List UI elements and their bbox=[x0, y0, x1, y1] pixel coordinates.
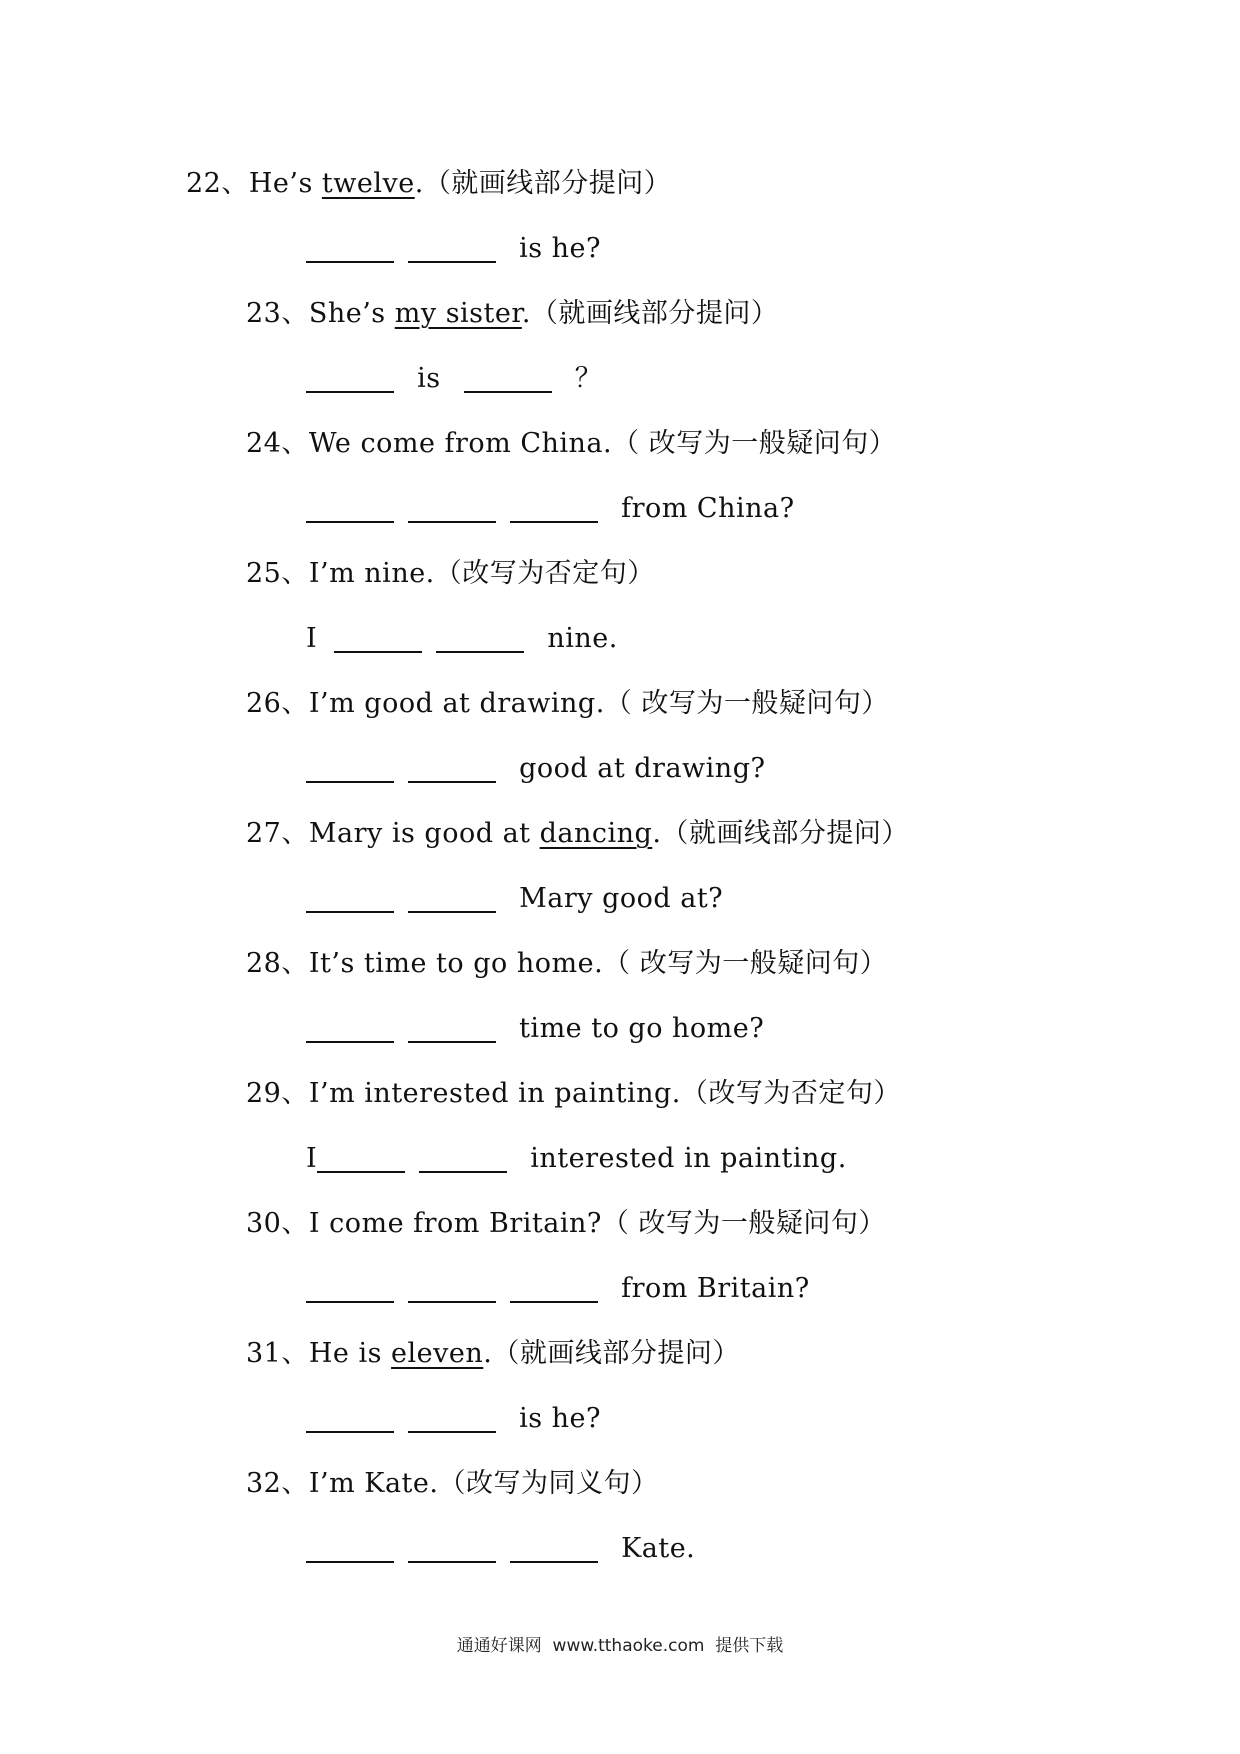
question-30: 30、I come from Britain?（ 改写为一般疑问句） bbox=[246, 1208, 886, 1239]
page-footer: 通通好课网 www.tthaoke.com 提供下载 bbox=[456, 1636, 784, 1656]
answer-28: time to go home? bbox=[306, 1013, 764, 1045]
answer-30: from Britain? bbox=[306, 1273, 810, 1305]
answer-blank[interactable] bbox=[408, 755, 496, 783]
answer-blank[interactable] bbox=[408, 885, 496, 913]
answer-blank[interactable] bbox=[306, 885, 394, 913]
answer-blank[interactable] bbox=[317, 1145, 405, 1173]
question-32: 32、I’m Kate.（改写为同义句） bbox=[246, 1468, 659, 1499]
answer-blank[interactable] bbox=[408, 1015, 496, 1043]
answer-29: I interested in painting. bbox=[306, 1143, 847, 1174]
answer-blank[interactable] bbox=[510, 1535, 598, 1563]
answer-blank[interactable] bbox=[306, 1275, 394, 1303]
answer-blank[interactable] bbox=[408, 235, 496, 263]
answer-blank[interactable] bbox=[334, 625, 422, 653]
question-22: 22、He’s twelve.（就画线部分提问） bbox=[186, 168, 672, 199]
answer-blank[interactable] bbox=[306, 1535, 394, 1563]
answer-blank[interactable] bbox=[306, 235, 394, 263]
answer-blank[interactable] bbox=[306, 365, 394, 393]
underlined-part: eleven bbox=[391, 1338, 484, 1369]
answer-blank[interactable] bbox=[306, 755, 394, 783]
question-29: 29、I’m interested in painting.（改写为否定句） bbox=[246, 1078, 901, 1109]
underlined-part: twelve bbox=[321, 168, 415, 199]
question-27: 27、Mary is good at dancing.（就画线部分提问） bbox=[246, 818, 909, 849]
answer-blank[interactable] bbox=[306, 1405, 394, 1433]
question-25: 25、I’m nine.（改写为否定句） bbox=[246, 558, 655, 589]
answer-24: from China? bbox=[306, 493, 795, 525]
answer-27: Mary good at? bbox=[306, 883, 723, 915]
underlined-part: my sister bbox=[394, 298, 522, 329]
answer-22: is he? bbox=[306, 233, 601, 265]
answer-blank[interactable] bbox=[436, 625, 524, 653]
question-24: 24、We come from China.（ 改写为一般疑问句） bbox=[246, 428, 897, 459]
answer-blank[interactable] bbox=[408, 1405, 496, 1433]
answer-blank[interactable] bbox=[419, 1145, 507, 1173]
underlined-part: dancing bbox=[539, 818, 653, 849]
question-26: 26、I’m good at drawing.（ 改写为一般疑问句） bbox=[246, 688, 889, 719]
answer-23: is ？ bbox=[306, 363, 602, 395]
answer-blank[interactable] bbox=[306, 1015, 394, 1043]
answer-blank[interactable] bbox=[510, 1275, 598, 1303]
answer-blank[interactable] bbox=[408, 1275, 496, 1303]
answer-blank[interactable] bbox=[464, 365, 552, 393]
question-31: 31、He is eleven.（就画线部分提问） bbox=[246, 1338, 740, 1369]
answer-25: I nine. bbox=[306, 623, 618, 654]
answer-blank[interactable] bbox=[510, 495, 598, 523]
answer-32: Kate. bbox=[306, 1533, 695, 1565]
answer-blank[interactable] bbox=[408, 495, 496, 523]
question-28: 28、It’s time to go home.（ 改写为一般疑问句） bbox=[246, 948, 888, 979]
answer-31: is he? bbox=[306, 1403, 601, 1435]
answer-blank[interactable] bbox=[408, 1535, 496, 1563]
question-23: 23、She’s my sister.（就画线部分提问） bbox=[246, 298, 779, 329]
answer-blank[interactable] bbox=[306, 495, 394, 523]
answer-26: good at drawing? bbox=[306, 753, 765, 785]
